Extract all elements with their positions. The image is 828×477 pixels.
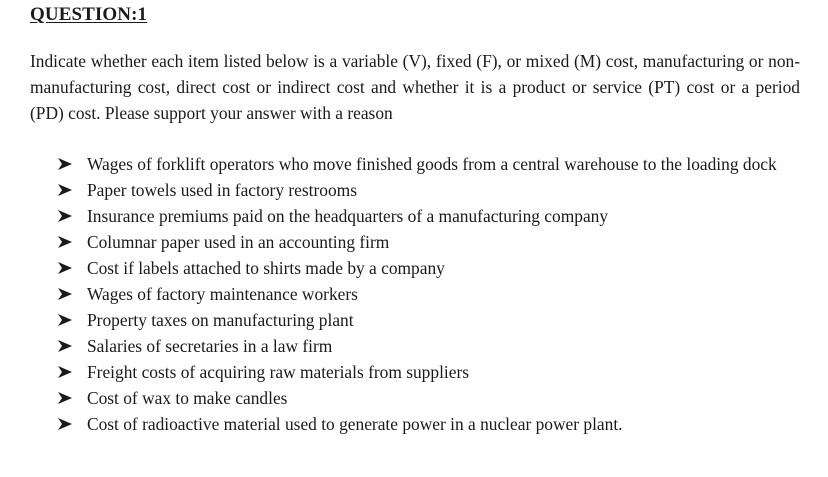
list-item — [58, 151, 800, 177]
list-item-text: Columnar paper used in an accounting firm — [87, 232, 390, 252]
list-item — [58, 333, 800, 359]
list-item — [58, 411, 800, 437]
list-item — [58, 203, 800, 229]
list-item-text: Property taxes on manufacturing plant — [87, 310, 354, 330]
question-title: QUESTION:1 — [30, 4, 148, 25]
list-item-text: Salaries of secretaries in a law firm — [87, 336, 333, 356]
arrowhead-bullet-icon — [58, 392, 72, 404]
list-item-text: Paper towels used in factory restrooms — [87, 180, 357, 200]
arrowhead-bullet-icon — [58, 288, 72, 300]
arrowhead-bullet-icon — [58, 314, 72, 326]
list-item — [58, 359, 800, 385]
arrowhead-bullet-icon — [58, 158, 72, 170]
list-item-text: Cost of wax to make candles — [87, 388, 288, 408]
list-item — [58, 385, 800, 411]
list-item-text: Wages of factory maintenance workers — [87, 284, 358, 304]
arrowhead-bullet-icon — [58, 366, 72, 378]
arrowhead-bullet-icon — [58, 184, 72, 196]
list-item-text: Wages of forklift operators who move finished goods from a central warehouse to the loading dock — [87, 154, 777, 174]
list-item-text: Cost if labels attached to shirts made by a company — [87, 258, 445, 278]
cost-items-list — [58, 151, 800, 437]
list-item-text: Freight costs of acquiring raw materials from suppliers — [87, 362, 470, 382]
question-instructions: Indicate whether each item listed below is a variable (V), fixed (F), or mixed (M) cost, manufacturing or non-manufacturing cost, direct cost or indirect cost and whether it is a product or service (PT) cost or a period (PD) cost. Please support your answer with a reason — [30, 51, 800, 123]
list-item-text: Cost of radioactive material used to generate power in a nuclear power plant. — [87, 414, 623, 434]
arrowhead-bullet-icon — [58, 340, 72, 352]
arrowhead-bullet-icon — [58, 418, 72, 430]
arrowhead-bullet-icon — [58, 262, 72, 274]
list-item — [58, 255, 800, 281]
list-item — [58, 281, 800, 307]
arrowhead-bullet-icon — [58, 236, 72, 248]
list-item — [58, 229, 800, 255]
list-item — [58, 177, 800, 203]
arrowhead-bullet-icon — [58, 210, 72, 222]
list-item — [58, 307, 800, 333]
list-item-text: Insurance premiums paid on the headquarters of a manufacturing company — [87, 206, 609, 226]
